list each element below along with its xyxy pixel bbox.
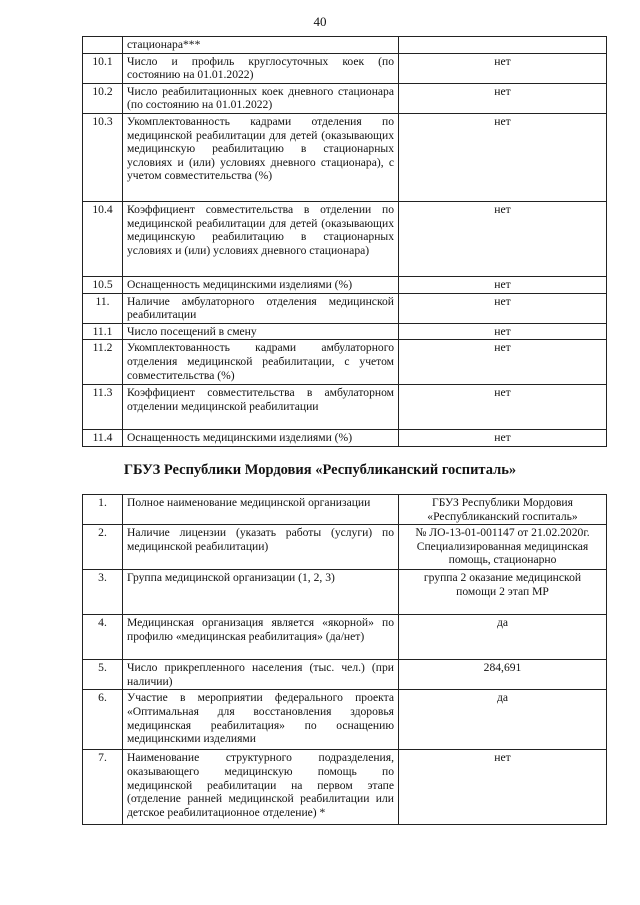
row-value: нет bbox=[399, 340, 607, 385]
row-description: Участие в мероприятии федерального проекта «Оптимальная для восстановления здоровья медицинская реабилитация» по оснащению медицинскими изделиями bbox=[123, 690, 399, 750]
row-number: 11.2 bbox=[83, 340, 123, 385]
page-number: 40 bbox=[313, 14, 327, 29]
row-value: нет bbox=[399, 201, 607, 276]
table-row bbox=[83, 37, 607, 54]
row-value: № ЛО-13-01-001147 от 21.02.2020г. Специализированная медицинская помощь, стационарно bbox=[399, 525, 607, 570]
table-row bbox=[83, 201, 607, 276]
row-description: Коэффициент совместительства в амбулаторном отделении медицинской реабилитации bbox=[123, 385, 399, 430]
table-row bbox=[83, 660, 607, 690]
row-number: 5. bbox=[83, 660, 123, 690]
section-title: ГБУЗ Республики Мордовия «Республиканский госпиталь» bbox=[123, 462, 517, 478]
row-number: 10.3 bbox=[83, 113, 123, 201]
row-value: да bbox=[399, 690, 607, 750]
row-description: Число прикрепленного населения (тыс. чел.) (при наличии) bbox=[123, 660, 399, 690]
row-description: Число посещений в смену bbox=[123, 323, 399, 340]
row-description: Укомплектованность кадрами отделения по медицинской реабилитации для детей (оказывающих медицинскую реабилитацию в стационарных условиях и (или) условиях дневного стационара), с учетом совместительства (%) bbox=[123, 113, 399, 201]
row-description: Наименование структурного подразделения, оказывающего медицинскую помощь по медицинской реабилитации на первом этапе (отделение ранней медицинской реабилитации или детское реабилитационное отделение) * bbox=[123, 750, 399, 825]
row-number: 3. bbox=[83, 570, 123, 615]
row-description: Число и профиль круглосуточных коек (по состоянию на 01.01.2022) bbox=[123, 53, 399, 83]
table-row bbox=[83, 495, 607, 525]
row-number: 6. bbox=[83, 690, 123, 750]
row-number: 10.4 bbox=[83, 201, 123, 276]
row-value: нет bbox=[399, 53, 607, 83]
row-description: Наличие амбулаторного отделения медицинской реабилитации bbox=[123, 293, 399, 323]
row-description: Оснащенность медицинскими изделиями (%) bbox=[123, 430, 399, 447]
indicator-table-continued bbox=[82, 36, 607, 447]
row-value: ГБУЗ Республики Мордовия «Республиканский госпиталь» bbox=[399, 495, 607, 525]
table-row bbox=[83, 385, 607, 430]
row-number: 4. bbox=[83, 615, 123, 660]
table-row bbox=[83, 53, 607, 83]
table-row bbox=[83, 293, 607, 323]
row-description: Медицинская организация является «якорной» по профилю «медицинская реабилитация» (да/нет) bbox=[123, 615, 399, 660]
table-row bbox=[83, 570, 607, 615]
table-row bbox=[83, 323, 607, 340]
table-row bbox=[83, 525, 607, 570]
row-number: 10.1 bbox=[83, 53, 123, 83]
row-description: стационара*** bbox=[123, 37, 399, 54]
row-value: группа 2 оказание медицинской помощи 2 этап МР bbox=[399, 570, 607, 615]
row-value bbox=[399, 37, 607, 54]
row-value: нет bbox=[399, 83, 607, 113]
row-description: Полное наименование медицинской организации bbox=[123, 495, 399, 525]
row-description: Число реабилитационных коек дневного стационара (по состоянию на 01.01.2022) bbox=[123, 83, 399, 113]
organization-info-table bbox=[82, 494, 607, 825]
table-row bbox=[83, 615, 607, 660]
table-row bbox=[83, 113, 607, 201]
row-number: 1. bbox=[83, 495, 123, 525]
row-number: 11.1 bbox=[83, 323, 123, 340]
row-number: 10.5 bbox=[83, 276, 123, 293]
row-number: 7. bbox=[83, 750, 123, 825]
row-value: да bbox=[399, 615, 607, 660]
table-row bbox=[83, 690, 607, 750]
row-number: 10.2 bbox=[83, 83, 123, 113]
row-value: нет bbox=[399, 385, 607, 430]
row-value: нет bbox=[399, 276, 607, 293]
table-row bbox=[83, 750, 607, 825]
row-number: 11. bbox=[83, 293, 123, 323]
row-value: нет bbox=[399, 113, 607, 201]
table-row bbox=[83, 83, 607, 113]
row-value: 284,691 bbox=[399, 660, 607, 690]
table-row bbox=[83, 276, 607, 293]
row-number: 11.4 bbox=[83, 430, 123, 447]
row-description: Наличие лицензии (указать работы (услуги) по медицинской реабилитации) bbox=[123, 525, 399, 570]
row-value: нет bbox=[399, 750, 607, 825]
row-description: Оснащенность медицинскими изделиями (%) bbox=[123, 276, 399, 293]
row-number: 2. bbox=[83, 525, 123, 570]
row-description: Коэффициент совместительства в отделении по медицинской реабилитации для детей (оказывающих медицинскую реабилитацию в стационарных условиях и (или) условиях дневного стационара) bbox=[123, 201, 399, 276]
row-value: нет bbox=[399, 293, 607, 323]
table-row bbox=[83, 430, 607, 447]
row-number: 11.3 bbox=[83, 385, 123, 430]
row-description: Группа медицинской организации (1, 2, 3) bbox=[123, 570, 399, 615]
row-description: Укомплектованность кадрами амбулаторного отделения медицинской реабилитации, с учетом совместительства (%) bbox=[123, 340, 399, 385]
row-value: нет bbox=[399, 323, 607, 340]
row-value: нет bbox=[399, 430, 607, 447]
table-row bbox=[83, 340, 607, 385]
row-number bbox=[83, 37, 123, 54]
